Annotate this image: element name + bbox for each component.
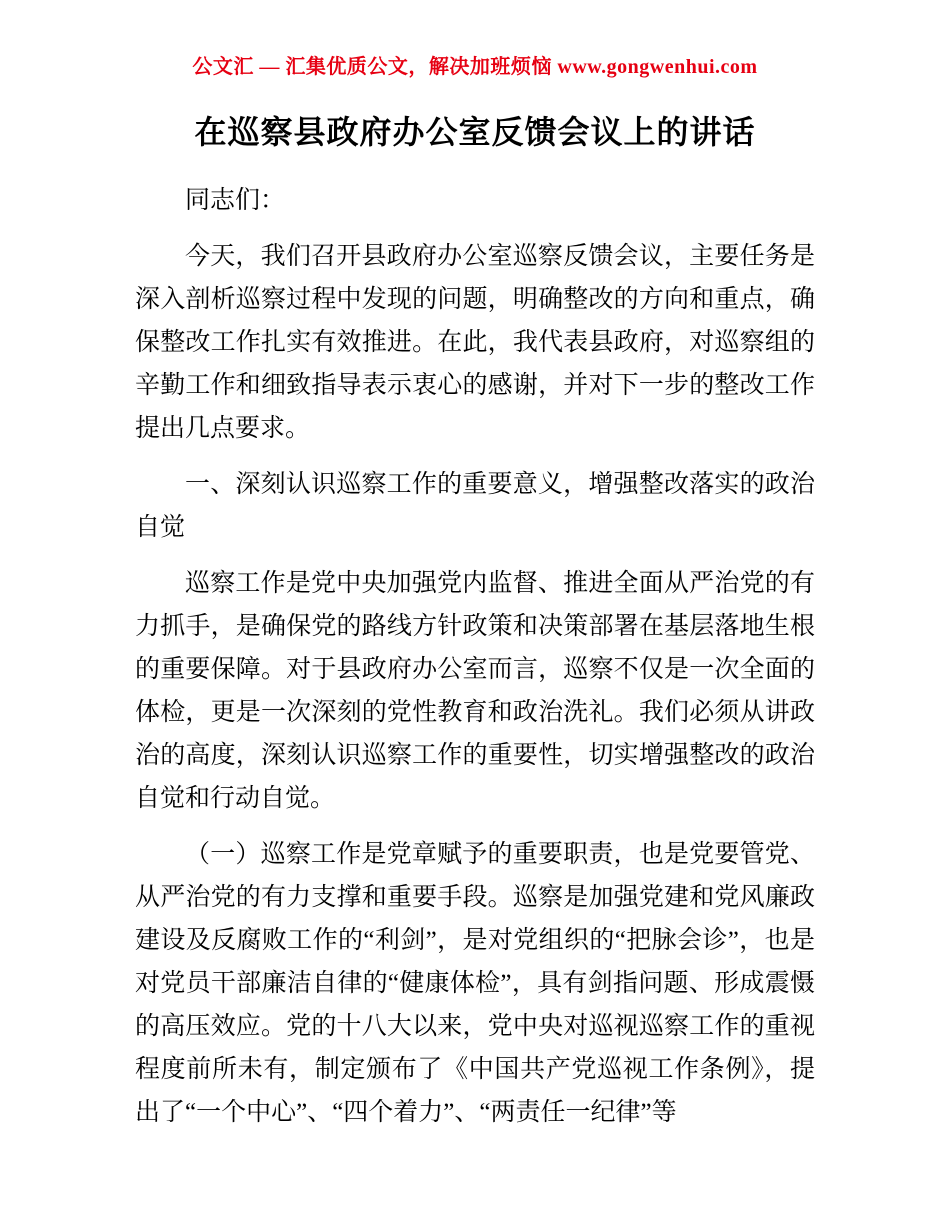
- paragraph-section-1-body: 巡察工作是党中央加强党内监督、推进全面从严治党的有力抓手，是确保党的路线方针政策和决策部署在基层落地生根的重要保障。对于县政府办公室而言，巡察不仅是一次全面的体检，更是一次深刻的党性教育和政治洗礼。我们必须从讲政治的高度，深刻认识巡察工作的重要性，切实增强整改的政治自觉和行动自觉。: [135, 570, 815, 812]
- paragraph-subsection-1: （一）巡察工作是党章赋予的重要职责，也是党要管党、从严治党的有力支撑和重要手段。巡察是加强党建和党风廉政建设及反腐败工作的“利剑”，是对党组织的“把脉会诊”，也是对党员干部廉洁自律的“健康体检”，具有剑指问题、形成震慑的高压效应。党的十八大以来，党中央对巡视巡察工作的重视程度前所未有，制定颁布了《中国共产党巡视工作条例》，提出了“一个中心”、“四个着力”、“两责任一纪律”等: [135, 841, 815, 1126]
- section-heading-1: 一、深刻认识巡察工作的重要意义，增强整改落实的政治自觉: [135, 471, 815, 541]
- paragraph-salutation: 同志们：: [185, 187, 286, 214]
- document-body: [135, 179, 815, 1134]
- page-title: 在巡察县政府办公室反馈会议上的讲话: [194, 114, 756, 150]
- paragraph-intro: 今天，我们召开县政府办公室巡察反馈会议，主要任务是深入剖析巡察过程中发现的问题，明确整改的方向和重点，确保整改工作扎实有效推进。在此，我代表县政府，对巡察组的辛勤工作和细致指导表示衷心的感谢，并对下一步的整改工作提出几点要求。: [135, 243, 815, 442]
- watermark-header: 公文汇 — 汇集优质公文，解决加班烦恼 www.gongwenhui.com: [192, 56, 758, 78]
